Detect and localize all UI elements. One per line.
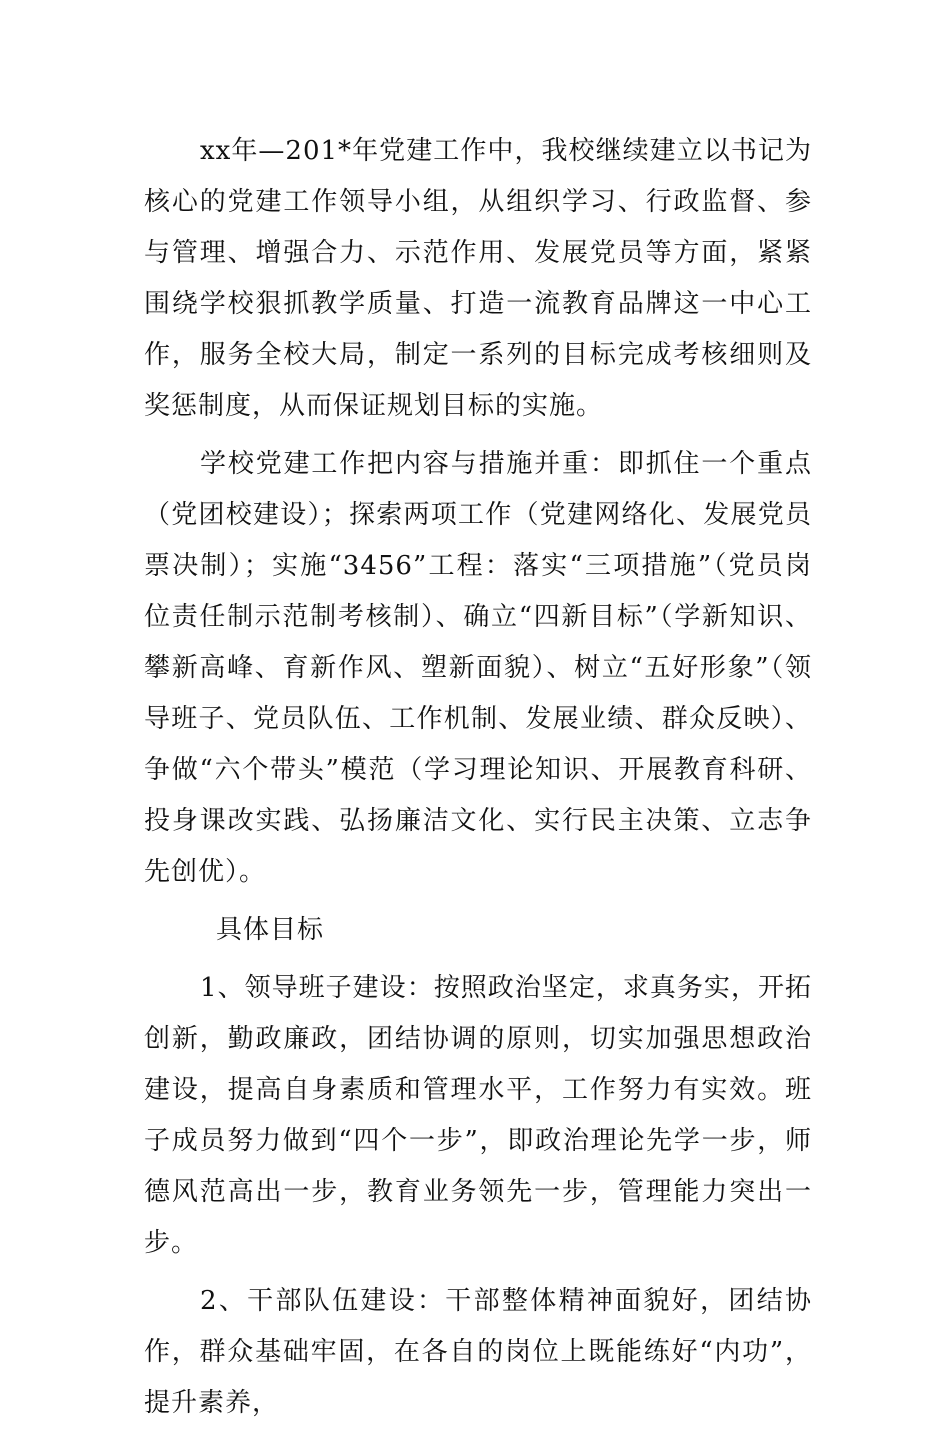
- section-heading-specific-goals: 具体目标: [216, 915, 325, 945]
- paragraph-party-building-overview: xx年—201*年党建工作中，我校继续建立以书记为核心的党建工作领导小组，从组织学习、行政监督、参与管理、增强合力、示范作用、发展党员等方面，紧紧围绕学校狠抓教学质量、打造一流教育品牌这一中心工作，服务全校大局，制定一系列的目标完成考核细则及奖惩制度，从而保证规划目标的实施。: [144, 136, 812, 421]
- paragraph-cadre-team-building: 2、干部队伍建设：干部整体精神面貌好，团结协作，群众基础牢固，在各自的岗位上既能练好“内功”，提升素养，: [144, 1286, 812, 1418]
- paragraph-content-and-measures: 学校党建工作把内容与措施并重：即抓住一个重点（党团校建设）；探索两项工作（党建网络化、发展党员票决制）；实施“3456”工程：落实“三项措施”（党员岗位责任制示范制考核制）、确立“四新目标”（学新知识、攀新高峰、育新作风、塑新面貌）、树立“五好形象”（领导班子、党员队伍、工作机制、发展业绩、群众反映）、争做“六个带头”模范（学习理论知识、开展教育科研、投身课改实践、弘扬廉洁文化、实行民主决策、立志争先创优）。: [144, 449, 812, 887]
- document-body: [144, 126, 812, 1429]
- paragraph-leadership-team-building: 1、领导班子建设：按照政治坚定，求真务实，开拓创新，勤政廉政，团结协调的原则，切实加强思想政治建设，提高自身素质和管理水平，工作努力有实效。班子成员努力做到“四个一步”，即政治理论先学一步，师德风范高出一步，教育业务领先一步，管理能力突出一步。: [144, 973, 812, 1258]
